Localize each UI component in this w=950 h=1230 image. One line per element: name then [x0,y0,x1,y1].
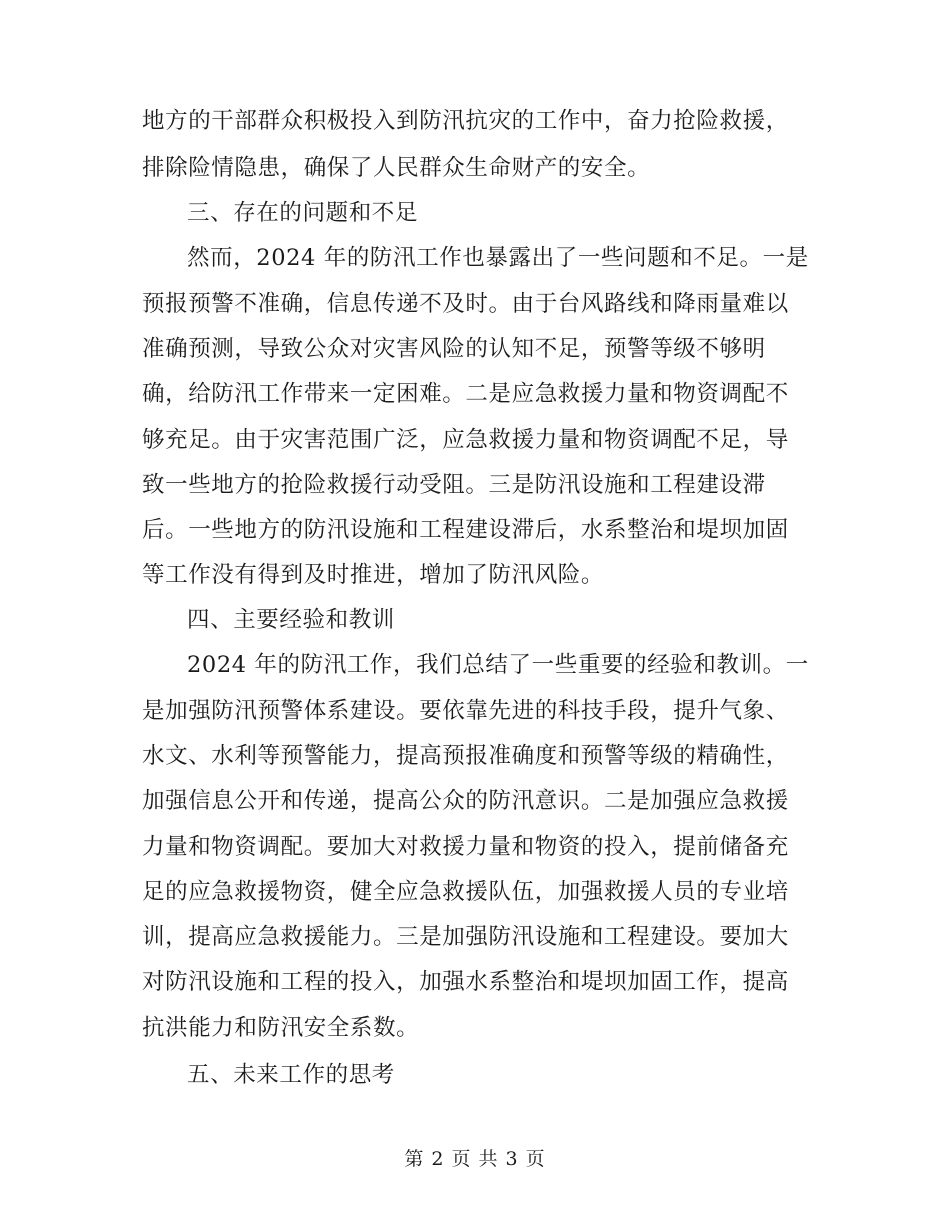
body-text-line: 力量和物资调配。要加大对救援力量和物资的投入，提前储备充 [142,834,789,860]
body-text-line: 抗洪能力和防汛安全系数。 [142,1015,420,1041]
body-text-line: 排除险情隐患，确保了人民群众生命财产的安全。 [142,155,651,181]
body-text-line: 加强信息公开和传递，提高公众的防汛意识。二是加强应急救援 [142,788,789,814]
body-text-line: 预报预警不准确，信息传递不及时。由于台风路线和降雨量难以 [142,291,789,317]
body-text-line: 2024 年的防汛工作，我们总结了一些重要的经验和教训。一 [187,652,809,678]
body-text-line: 后。一些地方的防汛设施和工程建设滞后，水系整治和堤坝加固 [142,517,789,543]
section-heading: 五、未来工作的思考 [187,1062,395,1088]
body-text-line: 足的应急救援物资，健全应急救援队伍，加强救援人员的专业培 [142,879,789,905]
body-text-line: 地方的干部群众积极投入到防汛抗灾的工作中，奋力抢险救援， [142,108,789,134]
section-heading: 四、主要经验和教训 [187,607,395,633]
body-text-line: 致一些地方的抢险救援行动受阻。三是防汛设施和工程建设滞 [142,472,766,498]
body-text-line: 确，给防汛工作带来一定困难。二是应急救援力量和物资调配不 [142,381,789,407]
page-number-footer: 第 2 页 共 3 页 [404,1148,546,1170]
body-text-line: 然而，2024 年的防汛工作也暴露出了一些问题和不足。一是 [187,245,809,271]
body-text-line: 对防汛设施和工程的投入，加强水系整治和堤坝加固工作，提高 [142,969,789,995]
body-text-line: 训，提高应急救援能力。三是加强防汛设施和工程建设。要加大 [142,924,789,950]
body-text-line: 是加强防汛预警体系建设。要依靠先进的科技手段，提升气象、 [142,698,789,724]
body-text-line: 等工作没有得到及时推进，增加了防汛风险。 [142,562,605,588]
body-text-line: 准确预测，导致公众对灾害风险的认知不足，预警等级不够明 [142,336,766,362]
body-text-line: 够充足。由于灾害范围广泛，应急救援力量和物资调配不足，导 [142,427,789,453]
section-heading: 三、存在的问题和不足 [187,200,419,226]
body-text-line: 水文、水利等预警能力，提高预报准确度和预警等级的精确性， [142,743,789,769]
